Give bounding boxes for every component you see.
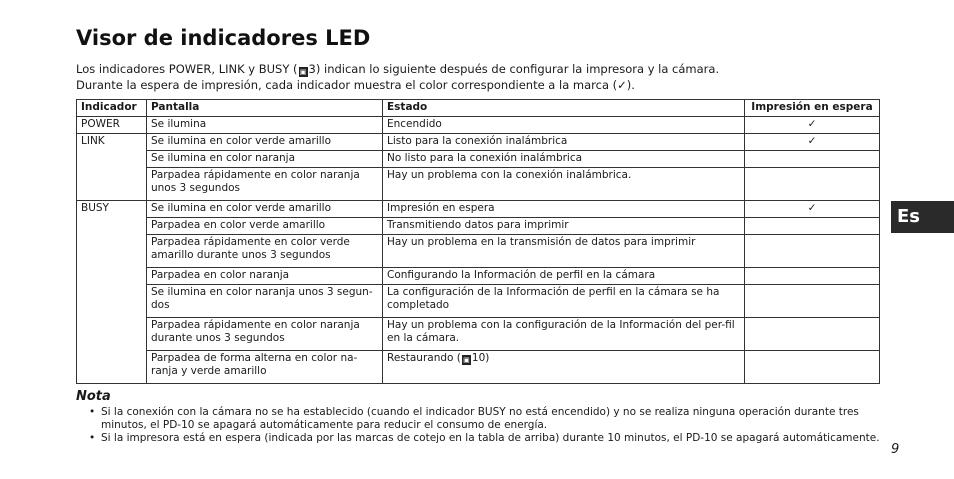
estado-cell: Hay un problema en la transmisión de datos para imprimir [383,235,745,268]
indicator-name-link: LINK [77,134,147,201]
table-row [77,351,880,384]
column-header-estado: Estado [383,100,745,117]
table-row [77,235,880,268]
estado-cell [383,351,745,384]
check-mark: ✓ [745,134,880,151]
list-item: • Si la impresora está en espera (indicada por las marcas de cotejo en la tabla de arriba) durante 10 minutos, el PD-10 se apagará automáticamente. [76,432,882,445]
pantalla-cell: Parpadea en color naranja [147,268,383,285]
pantalla-cell: Parpadea rápidamente en color naranja durante unos 3 segundos [147,318,383,351]
estado-cell: Configurando la Información de perfil en la cámara [383,268,745,285]
table-row [77,151,880,168]
estado-text: Restaurando ( [387,352,461,364]
table-row [77,218,880,235]
intro-text: ) indican lo siguiente después de configurar la impresora y la cámara. [315,62,720,76]
table-row [77,285,880,318]
page-reference-icon: ▣ [463,356,470,364]
estado-text: ) [485,352,490,364]
language-tab: Es [891,201,954,233]
intro-text: Los indicadores POWER, LINK y BUSY ( [76,62,298,76]
nota-heading: Nota [76,389,111,404]
pantalla-cell: Parpadea rápidamente en color naranja unos 3 segundos [147,168,383,201]
estado-cell: Impresión en espera [383,201,745,218]
led-indicator-table [76,99,880,384]
pantalla-cell: Parpadea de forma alterna en color na-ranja y verde amarillo [147,351,383,384]
column-header-impresion-en-espera: Impresión en espera [745,100,880,117]
check-mark [745,218,880,235]
estado-cell: Hay un problema con la conexión inalámbrica. [383,168,745,201]
table-row [77,318,880,351]
pantalla-cell: Se ilumina en color verde amarillo [147,134,383,151]
table-row [77,117,880,134]
pantalla-cell: Se ilumina en color naranja [147,151,383,168]
pantalla-cell: Se ilumina en color verde amarillo [147,201,383,218]
check-mark [745,285,880,318]
nota-list [76,406,882,445]
intro-line-1 [76,61,886,77]
estado-cell: La configuración de la Información de perfil en la cámara se ha completado [383,285,745,318]
table-row [77,134,880,151]
check-mark: ✓ [745,201,880,218]
pantalla-cell: Se ilumina en color naranja unos 3 segun-dos [147,285,383,318]
page-title: Visor de indicadores LED [76,26,371,50]
check-mark [745,168,880,201]
pantalla-cell: Se ilumina [147,117,383,134]
estado-cell: Transmitiendo datos para imprimir [383,218,745,235]
indicator-name-busy: BUSY [77,201,147,384]
table-row [77,201,880,218]
pantalla-cell: Parpadea en color verde amarillo [147,218,383,235]
page-reference-number: 3 [308,62,316,76]
check-mark [745,351,880,384]
estado-cell: Encendido [383,117,745,134]
check-mark [745,235,880,268]
table-header-row [77,100,880,117]
intro-paragraph [76,61,886,93]
page-number: 9 [891,442,900,457]
column-header-indicador: Indicador [77,100,147,117]
page-reference-number: 10 [471,352,486,364]
indicator-name-power: POWER [77,117,147,134]
pantalla-cell: Parpadea rápidamente en color verde amarillo durante unos 3 segundos [147,235,383,268]
page-reference-icon: ▣ [299,68,307,76]
check-mark [745,318,880,351]
check-mark: ✓ [745,117,880,134]
column-header-pantalla: Pantalla [147,100,383,117]
check-mark [745,151,880,168]
table-row [77,168,880,201]
estado-cell: Hay un problema con la configuración de la Información del per-fil en la cámara. [383,318,745,351]
check-mark [745,268,880,285]
table-row [77,268,880,285]
estado-cell: No listo para la conexión inalámbrica [383,151,745,168]
estado-cell: Listo para la conexión inalámbrica [383,134,745,151]
intro-line-2: Durante la espera de impresión, cada indicador muestra el color correspondiente a la marca (✓). [76,78,635,92]
list-item: • Si la conexión con la cámara no se ha establecido (cuando el indicador BUSY no está encendido) y no se realiza ninguna operación durante tres minutos, el PD-10 se apagará automáticamente para reducir el consumo de energía. [76,406,882,432]
